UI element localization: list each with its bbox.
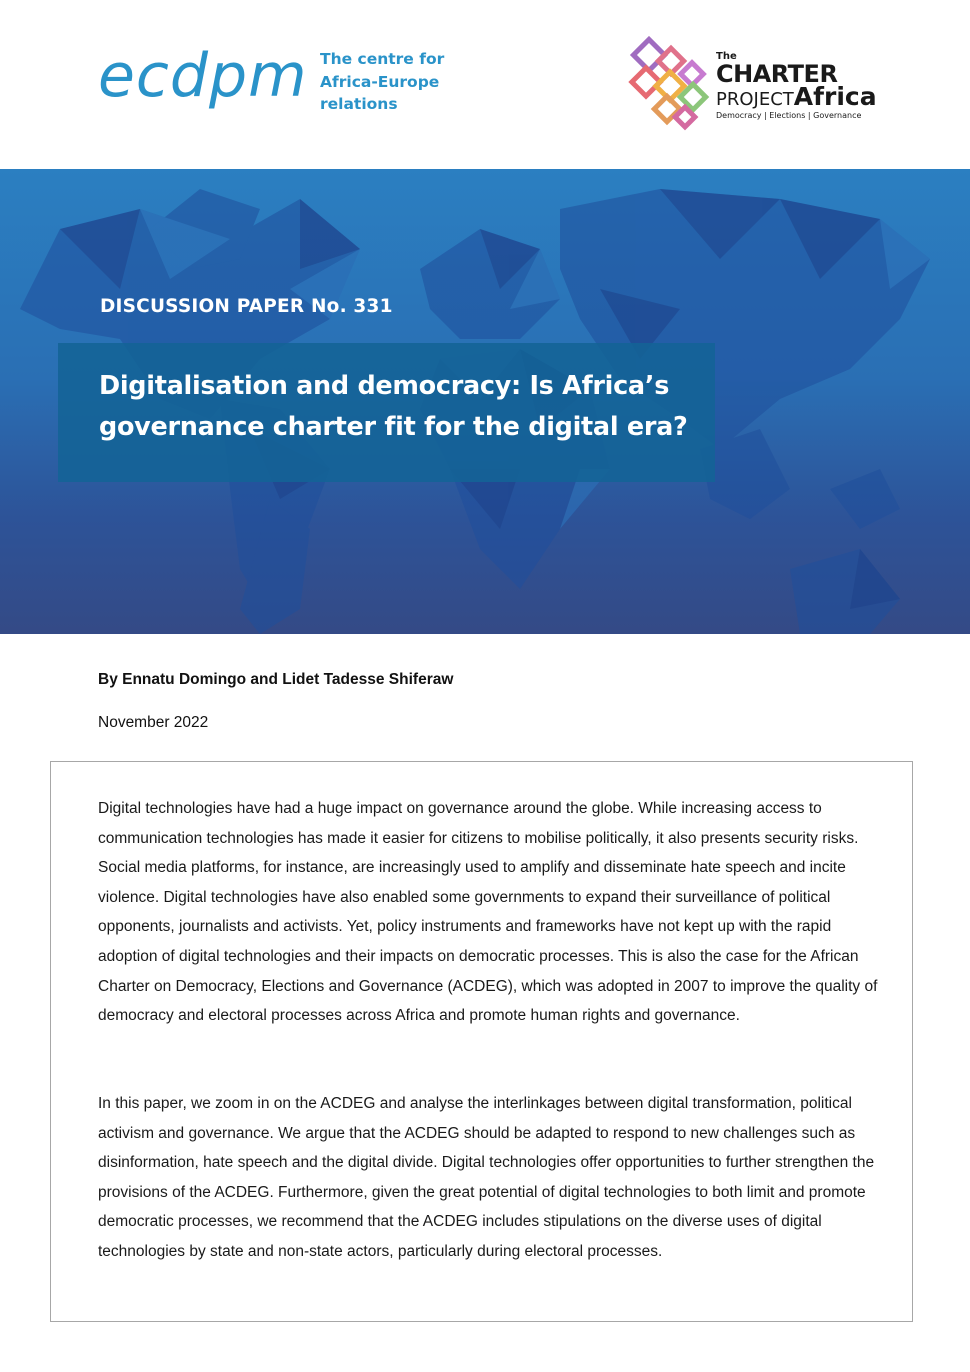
charter-the: The (716, 51, 737, 62)
charter-subtitle: Democracy | Elections | Governance (716, 111, 862, 120)
header (0, 0, 970, 169)
tagline-line-3: relations (320, 95, 398, 113)
ecdpm-tagline (320, 48, 480, 116)
tagline-line-2: Africa-Europe (320, 72, 440, 91)
publication-date: November 2022 (98, 714, 209, 731)
charter-word: CHARTER (716, 60, 838, 88)
ecdpm-logo: ecdpm (98, 41, 308, 111)
abstract-box (50, 761, 913, 1322)
tagline-line-1: The centre for (320, 50, 445, 68)
abstract-paragraph-1: Digital technologies have had a huge impact on governance around the globe. While increasing access to communication technologies has made it easier for citizens to mobilise politically, it also presents security risks. Social media platforms, for instance, are increasingly used to amplify and disseminate hate speech and incite violence. Digital technologies have also enabled some governments to expand their surveillance of political opponents, journalists and activists. Yet, policy instruments and frameworks have not kept up with the rapid adoption of digital technologies and their impacts on democratic processes. This is also the case for the African Charter on Democracy, Elections and Governance (ACDEG), which was adopted in 2007 to improve the quality of democracy and electoral processes across Africa and promote human rights and governance. (98, 800, 878, 1025)
charter-project-word: PROJECT (716, 89, 794, 110)
paper-title: Digitalisation and democracy: Is Africa’s governance charter fit for the digital era? (99, 371, 688, 442)
title-box (58, 343, 715, 482)
authors-line: By Ennatu Domingo and Lidet Tadesse Shiferaw (98, 671, 454, 688)
charter-africa-word: Africa (793, 82, 877, 111)
cover-banner (0, 169, 970, 634)
charter-project-line (716, 82, 877, 111)
abstract-paragraph-2: In this paper, we zoom in on the ACDEG and analyse the interlinkages between digital transformation, political activism and governance. We argue that the ACDEG should be adapted to respond to new challenges such as disinformation, hate speech and the digital divide. Digital technologies offer opportunities to further strengthen the provisions of the ACDEG. Furthermore, given the great potential of digital technologies to both limit and promote democratic processes, we recommend that the ACDEG includes stipulations on the diverse uses of digital technologies by state and non-state actors, particularly during electoral processes. (98, 1095, 875, 1260)
paper-series-label: DISCUSSION PAPER No. 331 (100, 296, 393, 317)
charter-project-text (716, 52, 877, 121)
charter-project-logo (628, 36, 877, 132)
charter-emblem-icon (628, 36, 714, 132)
